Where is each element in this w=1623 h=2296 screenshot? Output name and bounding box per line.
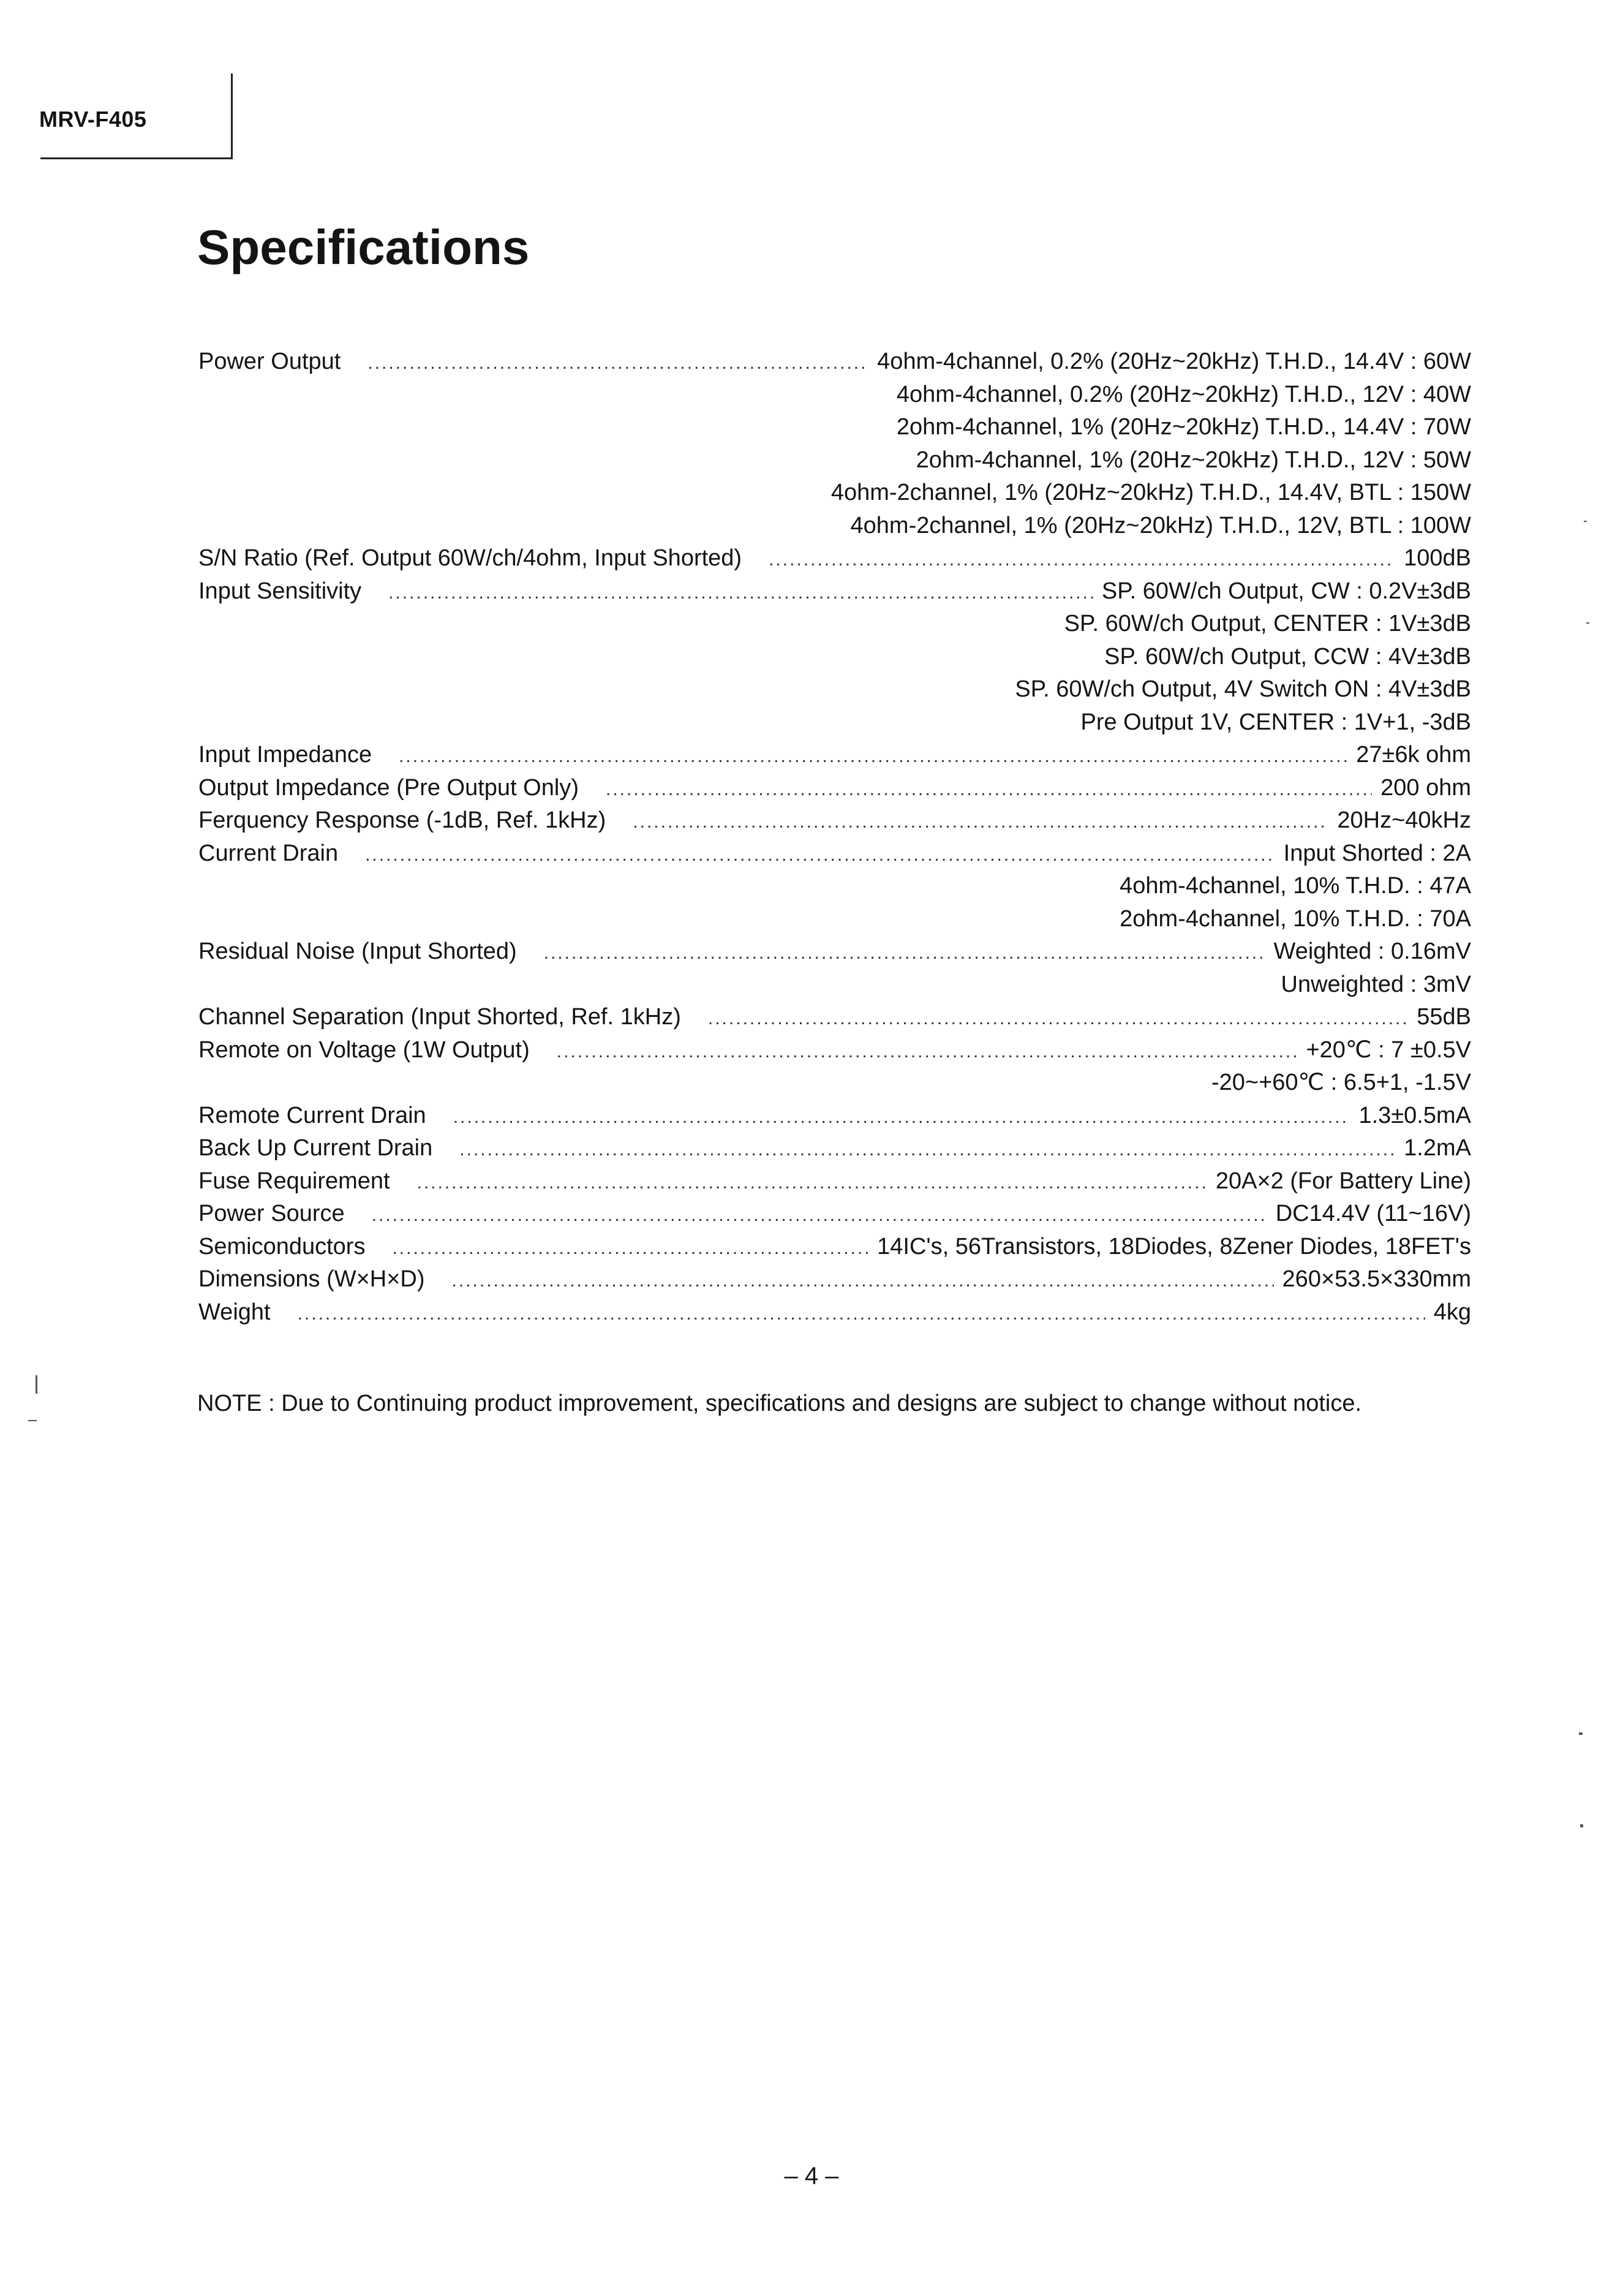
spec-row xyxy=(198,1231,1471,1264)
spec-row xyxy=(198,477,1471,510)
dot-leader xyxy=(372,1199,1267,1232)
spec-label: Power Source xyxy=(198,1201,345,1226)
spec-row xyxy=(198,870,1471,903)
spec-row xyxy=(198,837,1471,870)
dot-leader xyxy=(365,839,1275,872)
spec-value: 55dB xyxy=(1417,1004,1471,1030)
spec-label: Remote Current Drain xyxy=(198,1102,426,1128)
spec-row xyxy=(198,1263,1471,1296)
dot-leader xyxy=(606,773,1372,806)
page-title: Specifications xyxy=(197,220,530,274)
spec-row xyxy=(198,1100,1471,1133)
specifications-list xyxy=(198,346,1471,1329)
spec-value: Input Shorted : 2A xyxy=(1283,840,1471,866)
spec-row xyxy=(198,1296,1471,1329)
spec-label: Output Impedance (Pre Output Only) xyxy=(198,774,579,801)
spec-value: 20Hz~40kHz xyxy=(1337,807,1471,833)
spec-value: 2ohm-4channel, 1% (20Hz~20kHz) T.H.D., 12V : 50W xyxy=(916,447,1471,473)
spec-row xyxy=(198,804,1471,837)
dot-leader xyxy=(367,347,868,380)
spec-label: Current Drain xyxy=(198,840,339,866)
spec-label: Back Up Current Drain xyxy=(198,1135,433,1161)
spec-value: Unweighted : 3mV xyxy=(1281,971,1471,997)
spec-value: 260×53.5×330mm xyxy=(1282,1266,1471,1292)
spec-row xyxy=(198,1165,1471,1198)
spec-row xyxy=(198,772,1471,805)
spec-value: 4kg xyxy=(1433,1299,1471,1325)
dot-leader xyxy=(708,1002,1408,1035)
dot-leader xyxy=(452,1264,1274,1297)
spec-label: Fuse Requirement xyxy=(198,1168,390,1194)
spec-value: Pre Output 1V, CENTER : 1V+1, -3dB xyxy=(1080,709,1471,735)
spec-row xyxy=(198,542,1471,575)
spec-label: Input Impedance xyxy=(198,742,372,768)
spec-row xyxy=(198,1198,1471,1231)
scan-artifact-mark xyxy=(1579,1732,1583,1735)
spec-value: 20A×2 (For Battery Line) xyxy=(1215,1168,1471,1194)
scan-artifact-mark xyxy=(1584,521,1587,522)
spec-row xyxy=(198,411,1471,444)
spec-row xyxy=(198,1132,1471,1165)
spec-value: 200 ohm xyxy=(1380,774,1471,801)
spec-value: 4ohm-4channel, 10% T.H.D. : 47A xyxy=(1120,873,1471,899)
spec-value: SP. 60W/ch Output, CCW : 4V±3dB xyxy=(1104,643,1471,670)
spec-value: 4ohm-2channel, 1% (20Hz~20kHz) T.H.D., 12V, BTL : 100W xyxy=(850,512,1471,538)
spec-row xyxy=(198,346,1471,379)
dot-leader xyxy=(453,1101,1350,1134)
spec-row xyxy=(198,575,1471,608)
spec-value: 2ohm-4channel, 1% (20Hz~20kHz) T.H.D., 14.4V : 70W xyxy=(896,414,1471,440)
spec-row xyxy=(198,935,1471,969)
spec-value: SP. 60W/ch Output, CW : 0.2V±3dB xyxy=(1101,578,1471,604)
spec-label: S/N Ratio (Ref. Output 60W/ch/4ohm, Input Shorted) xyxy=(198,545,742,571)
scan-artifact-mark xyxy=(1580,1824,1583,1827)
spec-label: Power Output xyxy=(198,349,341,374)
spec-row xyxy=(198,608,1471,641)
spec-value: 14IC's, 56Transistors, 18Diodes, 8Zener Diodes, 18FET's xyxy=(877,1233,1471,1259)
spec-value: SP. 60W/ch Output, 4V Switch ON : 4V±3dB xyxy=(1015,676,1471,702)
spec-row xyxy=(198,739,1471,772)
dot-leader xyxy=(769,543,1395,576)
dot-leader xyxy=(392,1232,868,1265)
spec-row xyxy=(198,673,1471,706)
spec-value: 2ohm-4channel, 10% T.H.D. : 70A xyxy=(1120,905,1471,932)
spec-label: Input Sensitivity xyxy=(198,578,362,604)
spec-row xyxy=(198,1034,1471,1067)
spec-label: Channel Separation (Input Shorted, Ref. 1kHz) xyxy=(198,1004,681,1030)
spec-value: 27±6k ohm xyxy=(1356,742,1471,768)
dot-leader xyxy=(298,1297,1425,1331)
dot-leader xyxy=(544,937,1265,970)
scan-artifact-mark xyxy=(28,1420,37,1421)
spec-row xyxy=(198,1001,1471,1034)
spec-row xyxy=(198,969,1471,1002)
spec-label: Residual Noise (Input Shorted) xyxy=(198,938,517,964)
spec-value: SP. 60W/ch Output, CENTER : 1V±3dB xyxy=(1064,611,1471,636)
spec-value: 1.2mA xyxy=(1404,1135,1471,1161)
spec-value: 4ohm-4channel, 0.2% (20Hz~20kHz) T.H.D., 12V : 40W xyxy=(896,381,1471,407)
spec-value: -20~+60℃ : 6.5+1, -1.5V xyxy=(1211,1070,1471,1095)
spec-label: Ferquency Response (-1dB, Ref. 1kHz) xyxy=(198,807,606,833)
spec-value: 1.3±0.5mA xyxy=(1358,1102,1471,1128)
scan-artifact-mark xyxy=(1586,622,1589,624)
spec-value: 4ohm-4channel, 0.2% (20Hz~20kHz) T.H.D., 14.4V : 60W xyxy=(877,349,1471,374)
scan-artifact-mark xyxy=(36,1375,37,1394)
spec-row xyxy=(198,706,1471,739)
spec-label: Weight xyxy=(198,1299,271,1325)
dot-leader xyxy=(633,806,1328,839)
spec-row xyxy=(198,641,1471,674)
spec-value: +20℃ : 7 ±0.5V xyxy=(1306,1037,1471,1063)
page-number: – 4 – xyxy=(784,2162,839,2189)
model-number: MRV-F405 xyxy=(39,107,147,132)
dot-leader xyxy=(399,740,1347,773)
spec-row xyxy=(198,379,1471,412)
spec-row xyxy=(198,903,1471,936)
spec-value: 100dB xyxy=(1404,545,1471,571)
spec-label: Dimensions (W×H×D) xyxy=(198,1266,425,1292)
spec-label: Remote on Voltage (1W Output) xyxy=(198,1037,530,1063)
dot-leader xyxy=(417,1166,1207,1199)
note-text: NOTE : Due to Continuing product improvement, specifications and designs are subject to change without notice. xyxy=(197,1391,1362,1416)
spec-value: 4ohm-2channel, 1% (20Hz~20kHz) T.H.D., 14.4V, BTL : 150W xyxy=(830,480,1471,505)
spec-row xyxy=(198,444,1471,477)
spec-value: Weighted : 0.16mV xyxy=(1273,938,1471,964)
dot-leader xyxy=(459,1133,1395,1166)
spec-value: DC14.4V (11~16V) xyxy=(1275,1201,1471,1226)
dot-leader xyxy=(388,576,1093,610)
spec-label: Semiconductors xyxy=(198,1233,366,1259)
spec-row xyxy=(198,510,1471,543)
dot-leader xyxy=(557,1035,1298,1068)
spec-row xyxy=(198,1067,1471,1100)
